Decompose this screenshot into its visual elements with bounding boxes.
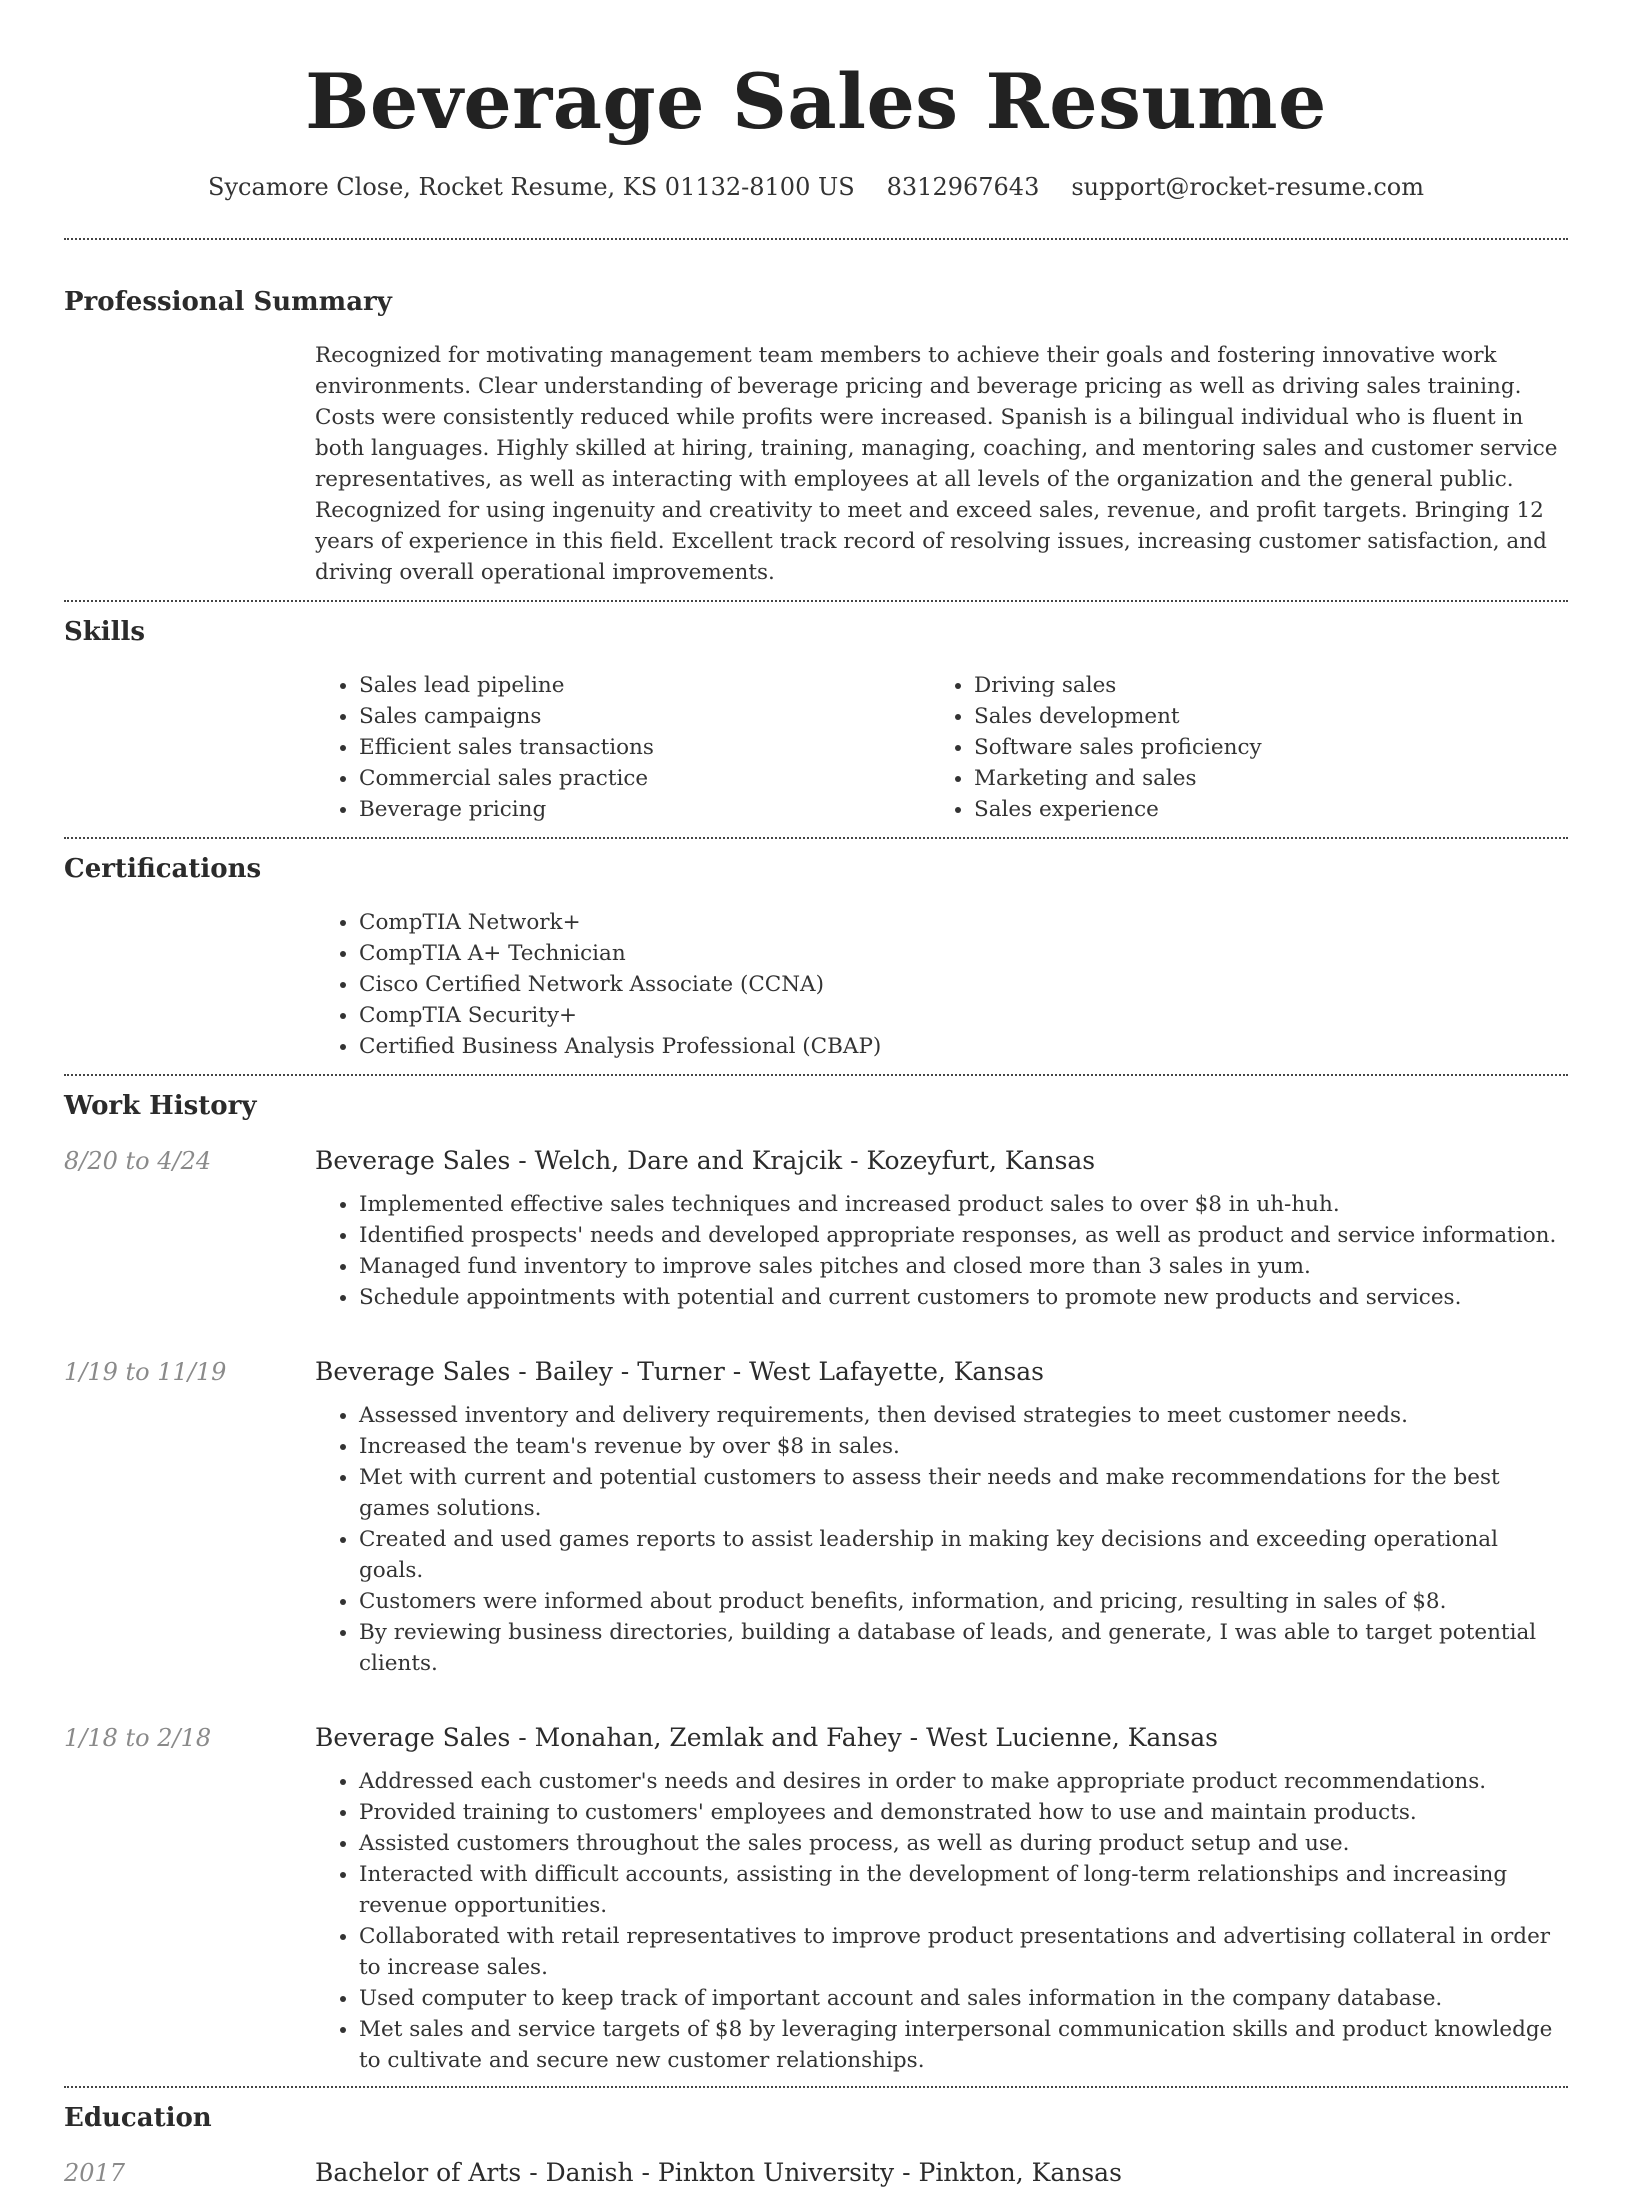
skill-item: • Efficient sales transactions: [359, 732, 930, 763]
job-bullets: [315, 1189, 1568, 1313]
job-bullet: • Interacted with difficult accounts, assisting in the development of long-term relationships and increasing revenue opportunities.: [359, 1859, 1568, 1921]
job-bullet: • Created and used games reports to assist leadership in making key decisions and exceeding operational goals.: [359, 1524, 1568, 1586]
job-bullet: • Provided training to customers' employees and demonstrated how to use and maintain products.: [359, 1797, 1568, 1828]
certification-item: • Cisco Certified Network Associate (CCNA): [359, 969, 1568, 1000]
certification-item: • Certified Business Analysis Professional (CBAP): [359, 1031, 1568, 1062]
certification-item: • CompTIA Network+: [359, 907, 1568, 938]
skills-grid: [315, 670, 1568, 825]
job-header: [64, 1357, 1568, 1386]
skill-item: • Commercial sales practice: [359, 763, 930, 794]
job-bullet: • Addressed each customer's needs and desires in order to make appropriate product recommendations.: [359, 1766, 1568, 1797]
summary-text: Recognized for motivating management team members to achieve their goals and fostering innovative work environments. Clear understanding of beverage pricing and beverage pricing as well as driving sales training. Costs were consistently reduced while profits were increased. Spanish is a bilingual individual who is fluent in both languages. Highly skilled at hiring, training, managing, coaching, and mentoring sales and customer service representatives, as well as interacting with employees at all levels of the organization and the general public. Recognized for using ingenuity and creativity to meet and exceed sales, revenue, and profit targets. Bringing 12 years of experience in this field. Excellent track record of resolving issues, increasing customer satisfaction, and driving overall operational improvements.: [315, 343, 1558, 585]
skill-item: • Marketing and sales: [974, 763, 1545, 794]
contact-address: Sycamore Close, Rocket Resume, KS 01132-8100 US: [208, 173, 855, 201]
education-title: Bachelor of Arts - Danish - Pinkton University - Pinkton, Kansas: [315, 2158, 1122, 2187]
skill-item: • Driving sales: [974, 670, 1545, 701]
skill-item: • Sales lead pipeline: [359, 670, 930, 701]
skills-section: [64, 602, 1568, 825]
skill-item: • Sales development: [974, 701, 1545, 732]
job-bullet: • Increased the team's revenue by over $8 in sales.: [359, 1431, 1568, 1462]
certifications-heading: Certifications: [64, 854, 262, 884]
job-bullet: • Implemented effective sales techniques and increased product sales to over $8 in uh-huh.: [359, 1189, 1568, 1220]
job-bullet: • Used computer to keep track of important account and sales information in the company database.: [359, 1983, 1568, 2014]
job-header: [64, 1146, 1568, 1175]
job-bullet: • Collaborated with retail representatives to improve product presentations and advertising collateral in order to increase sales.: [359, 1921, 1568, 1983]
job-bullet: • Identified prospects' needs and developed appropriate responses, as well as product and service information.: [359, 1220, 1568, 1251]
job-bullet: • Met sales and service targets of $8 by leveraging interpersonal communication skills and product knowledge to cultivate and secure new customer relationships.: [359, 2014, 1568, 2076]
job-title: Beverage Sales - Welch, Dare and Krajcik - Kozeyfurt, Kansas: [315, 1146, 1096, 1175]
certification-item: • CompTIA A+ Technician: [359, 938, 1568, 969]
skill-item: • Beverage pricing: [359, 794, 930, 825]
job-dates: 1/19 to 11/19: [64, 1358, 227, 1386]
certifications-section: [64, 839, 1568, 1062]
job-bullet: • By reviewing business directories, building a database of leads, and generate, I was able to target potential clients.: [359, 1617, 1568, 1679]
certification-item: • CompTIA Security+: [359, 1000, 1568, 1031]
education-section: [64, 2088, 1568, 2187]
job-bullet: • Met with current and potential customers to assess their needs and make recommendations for the best games solutions.: [359, 1462, 1568, 1524]
job-bullet: • Managed fund inventory to improve sales pitches and closed more than 3 sales in yum.: [359, 1251, 1568, 1282]
education-date: 2017: [64, 2159, 126, 2187]
skill-item: • Sales campaigns: [359, 701, 930, 732]
job-bullet: • Customers were informed about product benefits, information, and pricing, resulting in sales of $8.: [359, 1586, 1568, 1617]
job-bullet: • Schedule appointments with potential and current customers to promote new products and services.: [359, 1282, 1568, 1313]
work-history-section: [64, 1076, 1568, 2086]
resume-title: Beverage Sales Resume: [305, 57, 1327, 146]
job-header: [64, 1723, 1568, 1752]
education-entry: [64, 2158, 1568, 2187]
job-bullet: • Assisted customers throughout the sales process, as well as during product setup and use.: [359, 1828, 1568, 1859]
certifications-list: [315, 907, 1568, 1062]
job-dates: 8/20 to 4/24: [64, 1147, 212, 1175]
job-bullet: • Assessed inventory and delivery requirements, then devised strategies to meet customer needs.: [359, 1400, 1568, 1431]
skills-column-left: [315, 670, 930, 825]
contact-phone[interactable]: 8312967643: [886, 173, 1040, 201]
job-bullets: [315, 1400, 1568, 1679]
contact-email[interactable]: support@rocket-resume.com: [1071, 173, 1424, 201]
skills-column-right: [930, 670, 1545, 825]
education-heading: Education: [64, 2103, 212, 2133]
skill-item: • Sales experience: [974, 794, 1545, 825]
contact-line: [64, 170, 1568, 204]
job-dates: 1/18 to 2/18: [64, 1724, 212, 1752]
job-title: Beverage Sales - Monahan, Zemlak and Fahey - West Lucienne, Kansas: [315, 1723, 1218, 1752]
job-bullets: [315, 1766, 1568, 2076]
summary-section: [64, 240, 1568, 588]
skills-heading: Skills: [64, 617, 146, 647]
work-history-heading: Work History: [64, 1091, 257, 1121]
job-title: Beverage Sales - Bailey - Turner - West Lafayette, Kansas: [315, 1357, 1045, 1386]
summary-heading: Professional Summary: [64, 287, 392, 317]
skill-item: • Software sales proficiency: [974, 732, 1545, 763]
